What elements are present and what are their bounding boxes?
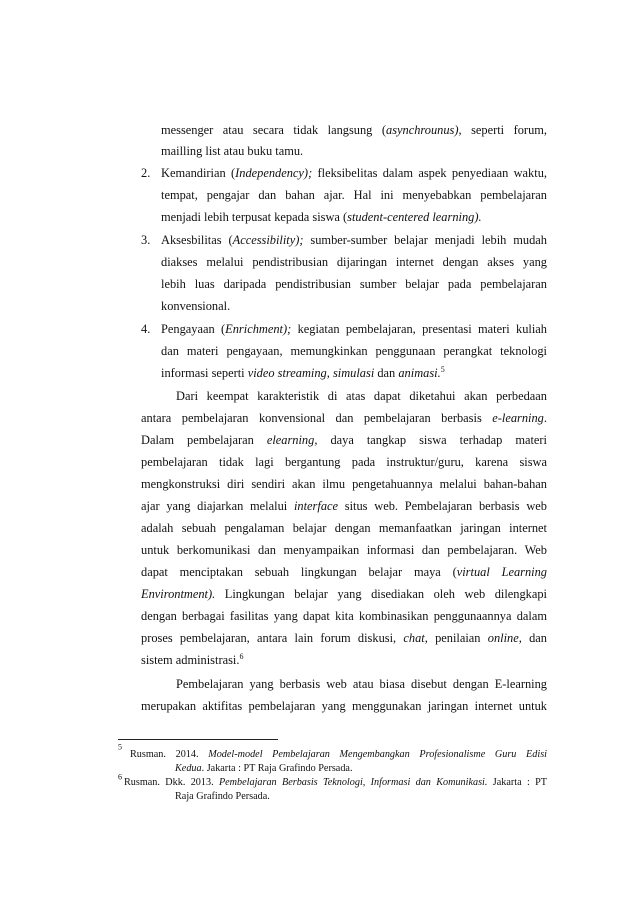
para-1-line-10: Environtment). Lingkungan belajar yang disediakan oleh web dilengkapi bbox=[141, 587, 547, 601]
item-2-line-1: Kemandirian (Independency); fleksibelitas dalam aspek penyediaan waktu, bbox=[161, 166, 547, 180]
para-1-line-1: Dari keempat karakteristik di atas dapat diketahui akan perbedaan bbox=[176, 389, 547, 403]
item-1-continuation-line-1: messenger atau secara tidak langsung (asynchrounus), seperti forum, bbox=[161, 123, 547, 137]
item-2-line-3: menjadi lebih terpusat kepada siswa (student-centered learning). bbox=[161, 210, 482, 224]
para-1-line-3: Dalam pembelajaran elearning, daya tangkap siswa terhadap materi bbox=[141, 433, 548, 447]
item-2-line-2: tempat, pengajar dan bahan ajar. Hal ini menyebabkan pembelajaran bbox=[161, 188, 547, 202]
para-2-line-1: Pembelajaran yang berbasis web atau biasa disebut dengan E-learning bbox=[176, 677, 547, 691]
para-1-line-6: ajar yang diajarkan melalui interface situs web. Pembelajaran berbasis web bbox=[141, 499, 547, 513]
footnote-ref-6: 6 bbox=[239, 651, 244, 661]
item-3-number: 3. bbox=[141, 233, 151, 247]
footnote-6-line-2: Raja Grafindo Persada. bbox=[175, 791, 270, 802]
footnote-5-line-2: Kedua. Jakarta : PT Raja Grafindo Persada. bbox=[175, 763, 353, 774]
para-1-line-8: untuk berkomunikasi dan menyampaikan informasi dan pembelajaran. Web bbox=[141, 543, 547, 557]
footnote-ref-5: 5 bbox=[440, 364, 445, 374]
footnote-6-mark: 6 bbox=[118, 772, 122, 782]
para-2-line-2: merupakan aktifitas pembelajaran yang menggunakan jaringan internet untuk bbox=[141, 699, 547, 713]
item-2-number: 2. bbox=[141, 166, 151, 180]
footnote-separator bbox=[118, 739, 278, 740]
para-1-line-2: antara pembelajaran konvensional dan pembelajaran berbasis e-learning. bbox=[141, 411, 547, 425]
item-1-continuation-line-2: mailling list atau buku tamu. bbox=[161, 144, 304, 158]
para-1-line-7: adalah sebuah pengalaman belajar dengan memanfaatkan jaringan internet bbox=[141, 521, 547, 535]
item-4-line-1: Pengayaan (Enrichment); kegiatan pembelajaran, presentasi materi kuliah bbox=[161, 322, 548, 336]
footnote-6-line-1: Rusman. Dkk. 2013. Pembelajaran Berbasis Teknologi, Informasi dan Komunikasi. Jakarta : PT bbox=[124, 777, 547, 788]
para-1-line-12: proses pembelajaran, antara lain forum diskusi, chat, penilaian online, dan bbox=[141, 631, 547, 645]
para-1-line-9: dapat menciptakan sebuah lingkungan belajar maya (virtual Learning bbox=[141, 565, 548, 579]
item-3-line-2: diakses melalui pendistribusian dijaringan internet dengan akses yang bbox=[161, 255, 547, 269]
item-3-line-3: lebih luas daripada pendistribusian sumber belajar pada pembelajaran bbox=[161, 277, 547, 291]
item-4-number: 4. bbox=[141, 322, 151, 336]
item-4-line-3: informasi seperti video streaming, simulasi dan animasi.$^5$ bbox=[161, 364, 445, 380]
para-1-line-4: pembelajaran tidak lagi bergantung pada instruktur/guru, karena siswa bbox=[141, 455, 547, 469]
para-1-line-5: mengkonstruksi diri sendiri akan ilmu pengetahuannya melalui bahan-bahan bbox=[141, 477, 547, 491]
footnote-5-mark: 5 bbox=[118, 742, 122, 752]
item-3-line-4: konvensional. bbox=[161, 299, 231, 313]
para-1-line-11: dengan berbagai fasilitas yang dapat kita kombinasikan penggunaannya dalam bbox=[141, 609, 547, 623]
item-4-line-2: dan materi pengayaan, memungkinkan penggunaan perangkat teknologi bbox=[161, 344, 547, 358]
para-1-line-13: sistem administrasi.$^6$ bbox=[141, 651, 244, 667]
item-3-line-1: Aksesbilitas (Accessibility); sumber-sumber belajar menjadi lebih mudah bbox=[161, 233, 547, 247]
footnote-5-line-1: Rusman. 2014. Model-model Pembelajaran Mengembangkan Profesionalisme Guru Edisi bbox=[130, 749, 547, 760]
